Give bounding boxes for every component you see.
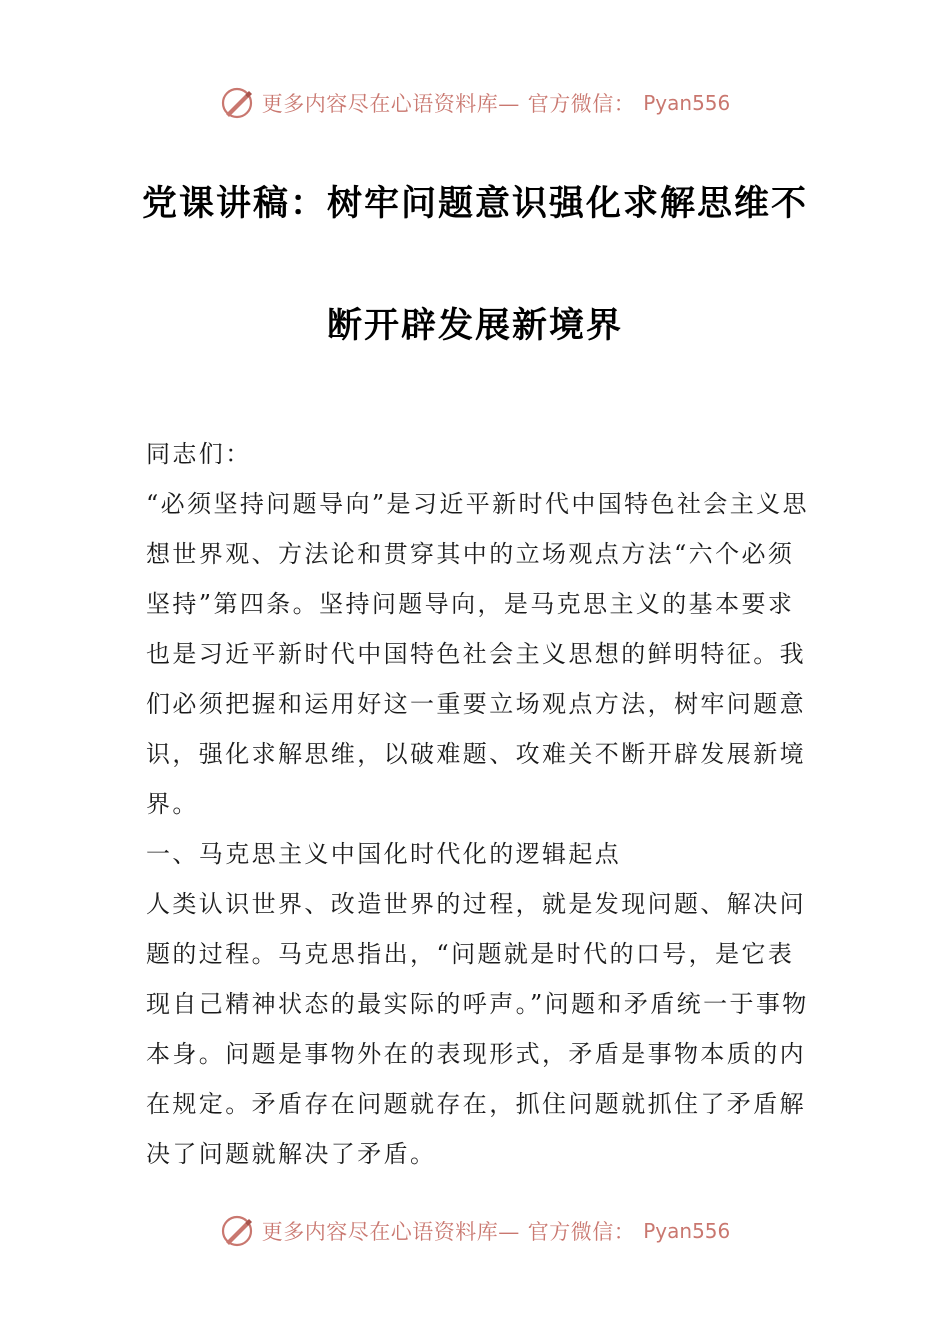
section-heading: 一、马克思主义中国化时代化的逻辑起点 (146, 840, 622, 868)
watermark-site-text: 更多内容尽在心语资料库— (261, 92, 520, 116)
document-body (146, 429, 810, 1179)
document-title-line-1: 党课讲稿：树牢问题意识强化求解思维不 (141, 184, 808, 224)
body-paragraph: 人类认识世界、改造世界的过程，就是发现问题、解决问题的过程。马克思指出，“问题就是时代的口号，是它表现自己精神状态的最实际的呼声。”问题和矛盾统一于事物本身。问题是事物外在的表现形式，矛盾是事物本质的内在规定。矛盾存在问题就存在，抓住问题就抓住了矛盾解决了问题就解决了矛盾。 (146, 890, 809, 1168)
watermark-wechat-id: Pyan556 (643, 1219, 731, 1243)
watermark-wechat-label: 官方微信： (527, 92, 636, 116)
pen-circle-logo-icon (220, 86, 254, 120)
watermark-wechat-label: 官方微信： (527, 1220, 636, 1244)
footer-watermark (0, 1211, 950, 1251)
watermark-site-text: 更多内容尽在心语资料库— (261, 1220, 520, 1244)
header-watermark (0, 83, 950, 123)
watermark-wechat-id: Pyan556 (643, 91, 731, 115)
document-title-line-2: 断开辟发展新境界 (326, 306, 623, 346)
pen-circle-logo-icon (220, 1214, 254, 1248)
body-paragraph: “必须坚持问题导向”是习近平新时代中国特色社会主义思想世界观、方法论和贯穿其中的立场观点方法“六个必须坚持”第四条。坚持问题导向，是马克思主义的基本要求也是习近平新时代中国特色社会主义思想的鲜明特征。我们必须把握和运用好这一重要立场观点方法，树牢问题意识，强化求解思维，以破难题、攻难关不断开辟发展新境界。 (146, 490, 809, 818)
salutation: 同志们： (146, 440, 252, 468)
